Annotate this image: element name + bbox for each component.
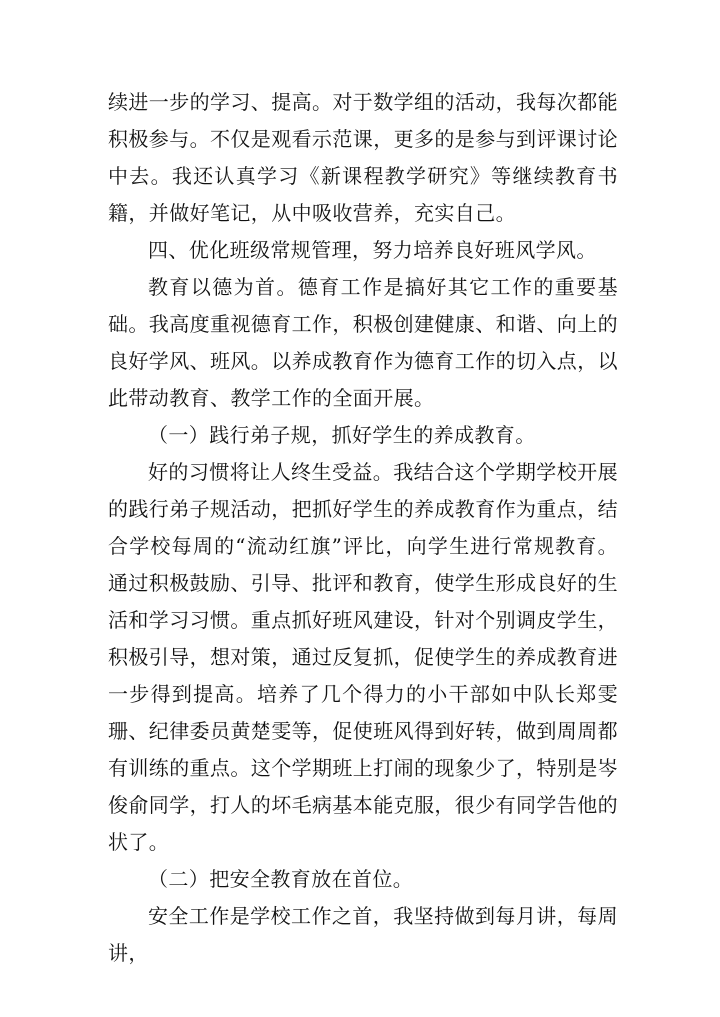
document-body: [108, 84, 618, 972]
paragraph-good-habits: 好的习惯将让人终生受益。我结合这个学期学校开展的践行弟子规活动，把抓好学生的养成教育作为重点，结合学校每周的“流动红旗”评比，向学生进行常规教育。通过积极鼓励、引导、批评和教育，使学生形成良好的生活和学习习惯。重点抓好班风建设，针对个别调皮学生，积极引导，想对策，通过反复抓，促使学生的养成教育进一步得到提高。培养了几个得力的小干部如中队长郑雯珊、纪律委员黄楚雯等，促使班风得到好转，做到周周都有训练的重点。这个学期班上打闹的现象少了，特别是岑俊俞同学，打人的坏毛病基本能克服，很少有同学告他的状了。: [108, 460, 618, 854]
paragraph-safety-work: 安全工作是学校工作之首，我坚持做到每月讲，每周讲，: [108, 904, 618, 965]
subheading-one: （一）践行弟子规，抓好学生的养成教育。: [148, 423, 536, 447]
paragraph-continuation: 续进一步的学习、提高。对于数学组的活动，我每次都能积极参与。不仅是观看示范课，更多的是参与到评课讨论中去。我还认真学习《新课程教学研究》等继续教育书籍，并做好笔记，从中吸收营养，充实自己。: [108, 90, 618, 225]
section-heading-four: 四、优化班级常规管理，努力培养良好班风学风。: [148, 238, 597, 262]
subheading-two: （二）把安全教育放在首位。: [148, 867, 414, 891]
paragraph-moral-education: 教育以德为首。德育工作是搞好其它工作的重要基础。我高度重视德育工作，积极创建健康、和谐、向上的良好学风、班风。以养成教育作为德育工作的切入点，以此带动教育、教学工作的全面开展。: [108, 275, 618, 410]
